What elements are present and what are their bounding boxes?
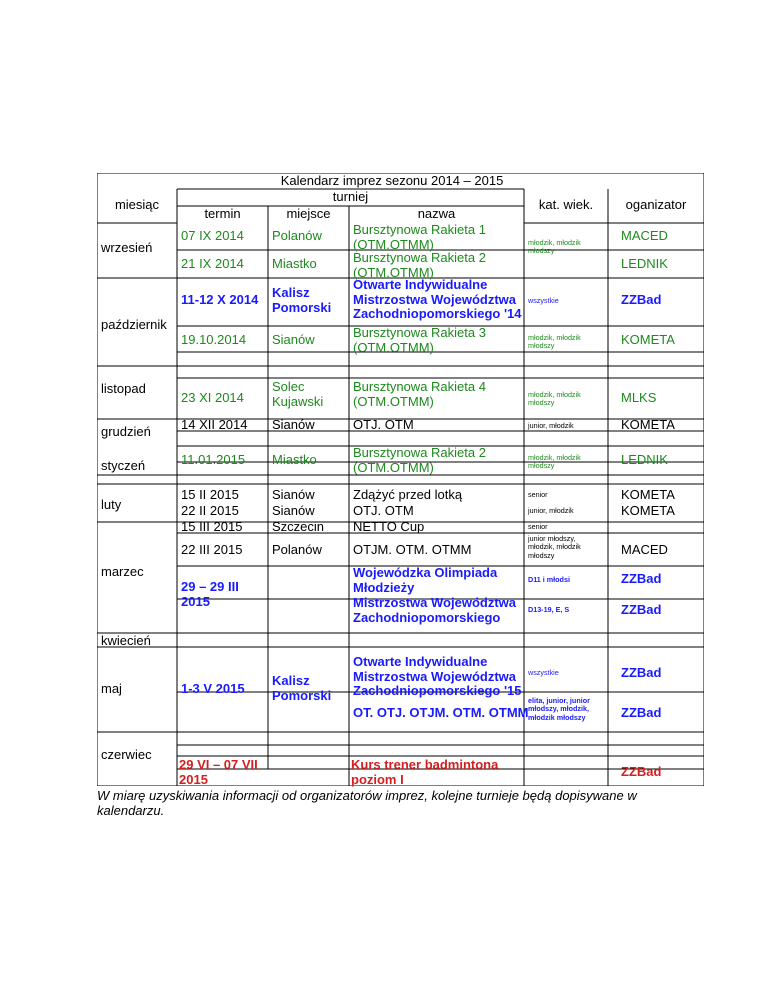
event-age-category: młodzik, młodzik młodszy: [528, 333, 581, 351]
event-organizer: LEDNIK: [621, 452, 668, 467]
event-date: 1-3 V 2015: [181, 681, 245, 696]
month-april: kwiecień: [101, 633, 151, 648]
event-organizer: ZZBad: [621, 292, 662, 307]
event-name: OTJ. OTM: [353, 417, 414, 432]
event-age-category: młodzik, młodzik młodszy: [528, 390, 581, 408]
event-name: Otwarte Indywidualne Mistrzostwa Województwa Zachodniopomorskiego '14: [353, 277, 522, 322]
event-name: NETTO Cup: [353, 519, 425, 534]
event-date: 14 XII 2014: [181, 417, 248, 432]
event-date: 07 IX 2014: [181, 228, 244, 243]
event-name: Kurs trener badmintona poziom I: [351, 757, 499, 787]
event-date: 23 XI 2014: [181, 390, 244, 405]
event-age-category: młodzik, młodzik młodszy: [528, 453, 581, 471]
event-organizer: KOMETA: [621, 503, 675, 518]
event-place: Polanów: [272, 542, 322, 557]
event-date: 19.10.2014: [181, 332, 247, 347]
footnote: W miarę uzyskiwania informacji od organizatorów imprez, kolejne turnieje będą dopisywane w kalendarzu.: [97, 788, 637, 819]
event-place: Sianów: [272, 503, 315, 518]
event-age-category: D13-19, E, S: [528, 605, 570, 614]
event-age-category: junior, młodzik: [528, 506, 574, 515]
month-may: maj: [101, 681, 122, 696]
header-age-category: kat. wiek.: [538, 197, 594, 212]
event-date: 22 III 2015: [181, 542, 243, 557]
header-month: miesiąc: [114, 197, 160, 212]
event-place: Szczecin: [272, 519, 325, 534]
month-september: wrzesień: [101, 240, 153, 255]
month-january: styczeń: [101, 458, 146, 473]
event-date: 29 VI – 07 VII 2015: [179, 757, 258, 787]
event-organizer: ZZBad: [621, 571, 662, 586]
month-march: marzec: [101, 564, 144, 579]
header-organizer: oganizator: [625, 197, 687, 212]
event-date: 15 II 2015: [181, 487, 239, 502]
event-name: Bursztynowa Rakieta 2 (OTM.OTMM): [353, 250, 486, 280]
event-age-category: D11 i młodsi: [528, 575, 570, 584]
event-name: Otwarte Indywidualne Mistrzostwa Województwa Zachodniopomorskiego '15: [353, 654, 522, 699]
event-age-category: wszystkie: [528, 296, 559, 305]
header-name: nazwa: [417, 206, 456, 221]
event-name: Zdążyć przed lotką: [353, 487, 463, 502]
month-february: luty: [101, 497, 122, 512]
event-date: 11.01.2015: [181, 452, 246, 467]
event-organizer: LEDNIK: [621, 256, 668, 271]
event-organizer: MLKS: [621, 390, 657, 405]
event-date: 11-12 X 2014: [181, 292, 259, 307]
event-name: Bursztynowa Rakieta 3 (OTM.OTMM): [353, 325, 486, 355]
month-june: czerwiec: [101, 747, 152, 762]
header-date: termin: [204, 206, 241, 221]
month-december: grudzień: [101, 424, 151, 439]
event-place: Sianów: [272, 487, 315, 502]
event-name: Bursztynowa Rakieta 4 (OTM.OTMM): [353, 379, 486, 409]
event-name: Bursztynowa Rakieta 2 (OTM.OTMM): [353, 445, 486, 475]
event-name: OT. OTJ. OTJM. OTM. OTMM: [353, 705, 529, 720]
event-age-category: senior: [528, 522, 548, 531]
event-place: Polanów: [272, 228, 322, 243]
event-organizer: ZZBad: [621, 764, 662, 779]
event-organizer: MACED: [621, 228, 668, 243]
event-place: Sianów: [272, 332, 315, 347]
event-name: Wojewódzka Olimpiada Młodzieży: [353, 565, 498, 595]
header-place: miejsce: [286, 206, 331, 221]
event-age-category: senior: [528, 490, 548, 499]
event-age-category: wszystkie: [528, 668, 559, 677]
event-name: OTJ. OTM: [353, 503, 414, 518]
event-age-category: elita, junior, junior młodszy, młodzik, młodzik młodszy: [528, 696, 590, 722]
event-age-category: młodzik, młodzik młodszy: [528, 238, 581, 256]
event-date: 22 II 2015: [181, 503, 239, 518]
event-place: Miastko: [272, 452, 317, 467]
event-place: Sianów: [272, 417, 315, 432]
event-organizer: KOMETA: [621, 332, 675, 347]
event-organizer: KOMETA: [621, 417, 675, 432]
event-place: Kalisz Pomorski: [272, 673, 332, 703]
event-organizer: KOMETA: [621, 487, 675, 502]
calendar-title: Kalendarz imprez sezonu 2014 – 2015: [280, 173, 504, 188]
event-calendar-table: [97, 173, 704, 786]
event-date: 29 – 29 III 2015: [181, 579, 239, 609]
month-october: październik: [101, 317, 167, 332]
event-age-category: junior młodszy, młodzik, młodzik młodszy: [528, 534, 581, 560]
event-date: 21 IX 2014: [181, 256, 244, 271]
event-place: Kalisz Pomorski: [272, 285, 332, 315]
event-organizer: ZZBad: [621, 602, 662, 617]
event-place: Solec Kujawski: [272, 379, 324, 409]
event-organizer: ZZBad: [621, 705, 662, 720]
event-date: 15 III 2015: [181, 519, 243, 534]
event-name: Mistrzostwa Województwa Zachodniopomorskiego: [353, 595, 516, 625]
event-name: OTJM. OTM. OTMM: [353, 542, 472, 557]
event-place: Miastko: [272, 256, 317, 271]
event-organizer: MACED: [621, 542, 668, 557]
header-tournament: turniej: [332, 189, 369, 204]
event-organizer: ZZBad: [621, 665, 662, 680]
event-name: Bursztynowa Rakieta 1 (OTM.OTMM): [353, 222, 486, 252]
event-age-category: junior, młodzik: [528, 421, 574, 430]
month-november: listopad: [101, 381, 146, 396]
